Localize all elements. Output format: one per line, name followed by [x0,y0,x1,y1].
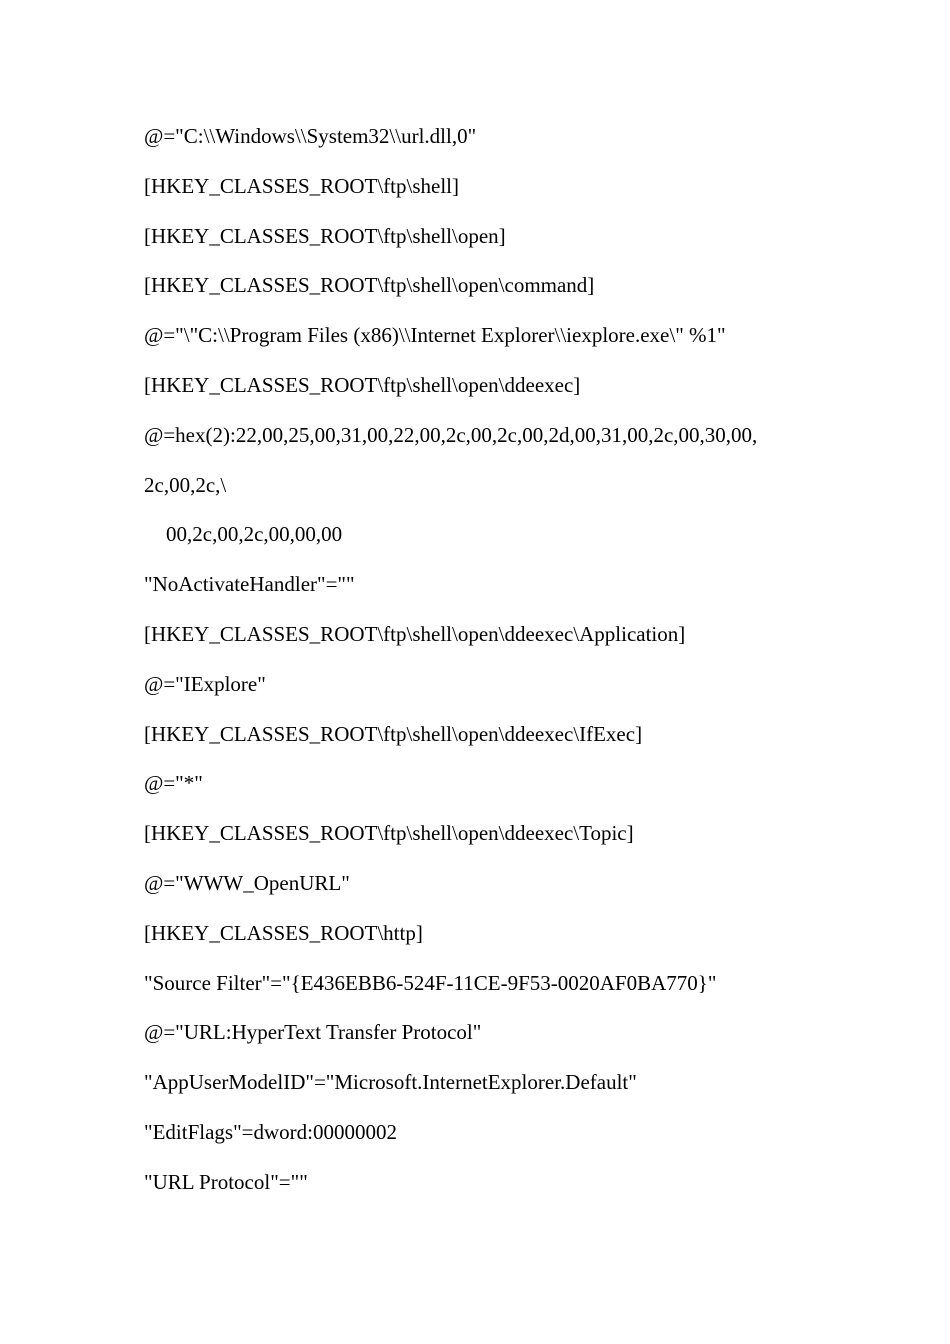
text-line: @="*" [144,771,203,796]
text-line: "EditFlags"=dword:00000002 [144,1119,397,1144]
text-line: [HKEY_CLASSES_ROOT\ftp\shell\open\ddeexec\Topic] [144,821,634,846]
text-line: [HKEY_CLASSES_ROOT\ftp\shell\open\command] [144,273,595,298]
text-line: @="URL:HyperText Transfer Protocol" [144,1020,482,1045]
text-line: @=hex(2):22,00,25,00,31,00,22,00,2c,00,2c,00,2d,00,31,00,2c,00,30,00, [144,422,758,447]
text-line: [HKEY_CLASSES_ROOT\ftp\shell\open\ddeexec\Application] [144,621,686,646]
text-line: "AppUserModelID"="Microsoft.InternetExplorer.Default" [144,1070,637,1095]
text-line: 2c,00,2c,\ [144,472,227,497]
text-line: [HKEY_CLASSES_ROOT\http] [144,920,423,945]
text-line: 00,2c,00,2c,00,00,00 [166,522,343,547]
text-line: [HKEY_CLASSES_ROOT\ftp\shell] [144,173,459,198]
text-line: "URL Protocol"="" [144,1169,308,1194]
text-line: "NoActivateHandler"="" [144,572,355,597]
text-line: [HKEY_CLASSES_ROOT\ftp\shell\open\ddeexec\IfExec] [144,721,643,746]
text-line: [HKEY_CLASSES_ROOT\ftp\shell\open\ddeexec] [144,372,581,397]
registry-text-block [144,122,844,1218]
text-line: [HKEY_CLASSES_ROOT\ftp\shell\open] [144,223,506,248]
text-line: @="\"C:\\Program Files (x86)\\Internet Explorer\\iexplore.exe\" %1" [144,323,726,348]
text-line: "Source Filter"="{E436EBB6-524F-11CE-9F53-0020AF0BA770}" [144,970,717,995]
text-line: @="WWW_OpenURL" [144,870,350,895]
text-line: @="IExplore" [144,671,266,696]
text-line: @="C:\\Windows\\System32\\url.dll,0" [144,124,477,148]
